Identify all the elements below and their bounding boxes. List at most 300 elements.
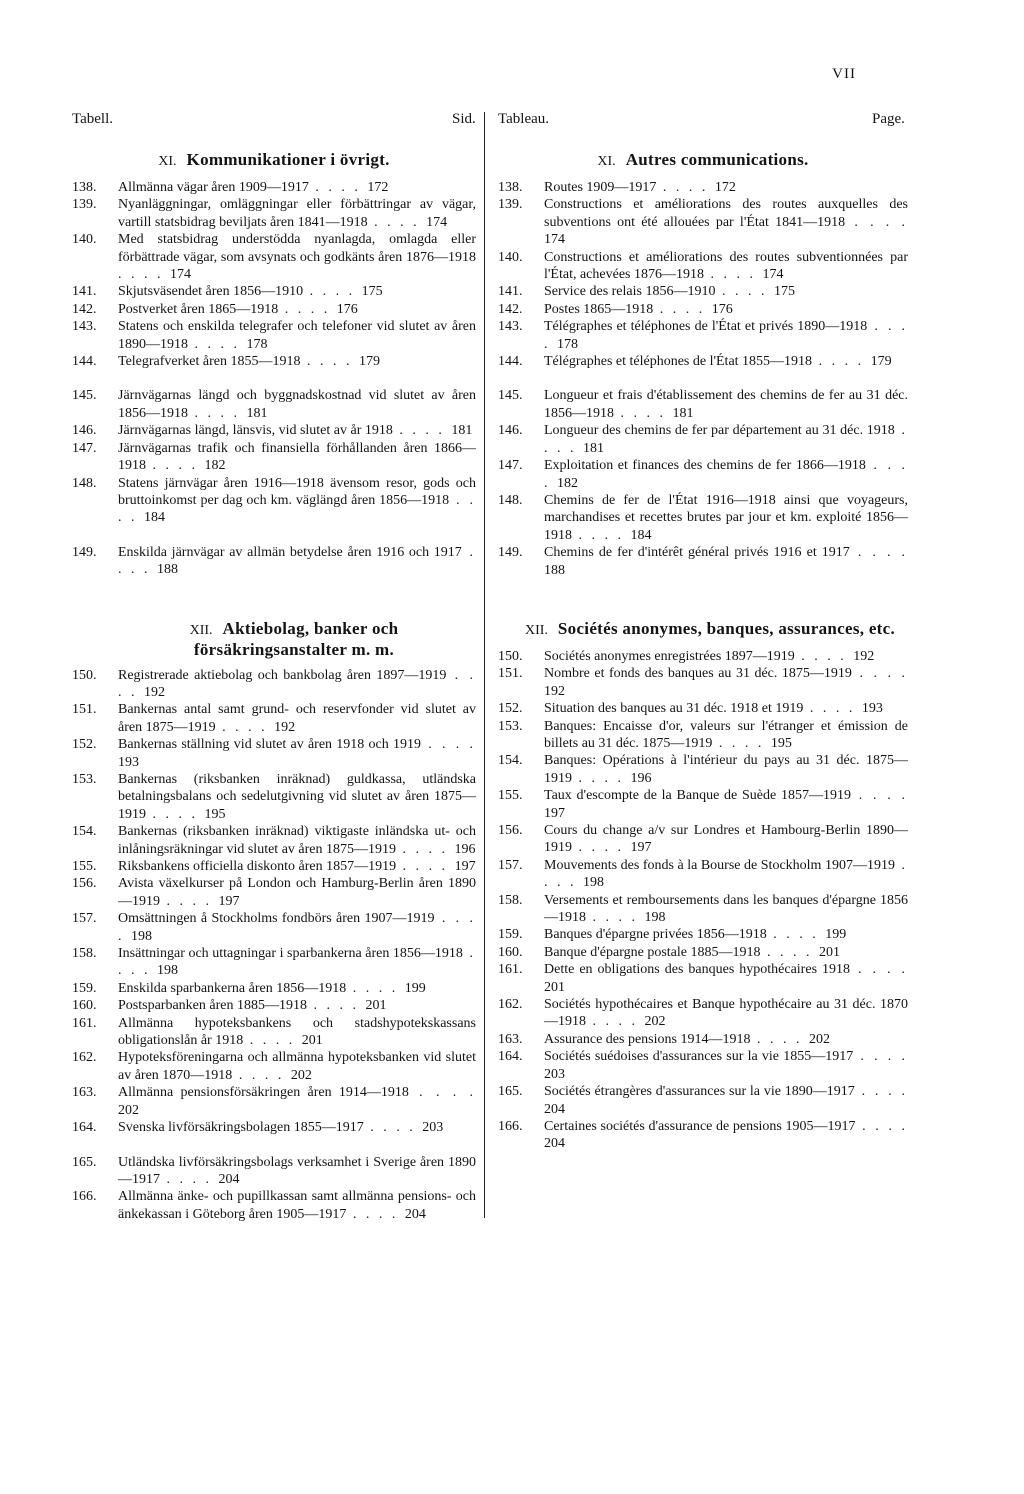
page-reference: 203 — [544, 1066, 565, 1082]
table-number: 164. — [72, 1120, 97, 1136]
table-number: 157. — [72, 911, 97, 927]
page-reference: 197 — [544, 805, 565, 821]
page-reference: 198 — [157, 963, 178, 979]
section-number: XI. — [158, 154, 177, 169]
dot-leader: . . . . — [243, 1033, 302, 1049]
entry-title: Sociétés suédoises d'assurances sur la vie 1855—1917 — [544, 1049, 854, 1065]
table-number: 139. — [498, 197, 523, 213]
page-reference: 192 — [853, 648, 875, 664]
dot-leader: . . . . — [118, 911, 476, 944]
entry-title: Bankernas (riksbanken inräknad) viktigaste inländska ut- och inlåningsräkningar vid slutet av åren 1875—1919 — [118, 824, 476, 857]
toc-entry — [72, 771, 476, 823]
toc-entry — [72, 301, 476, 318]
page-reference: 201 — [819, 944, 840, 960]
entry-title: Bankernas ställning vid slutet av åren 1918 och 1919 — [118, 737, 422, 753]
dot-leader: . . . . — [853, 1049, 908, 1065]
page-reference: 199 — [825, 927, 847, 943]
page-reference: 182 — [557, 475, 578, 491]
dot-leader: . . . . — [544, 319, 908, 352]
toc-entry — [498, 700, 908, 717]
dot-leader: . . . . — [146, 458, 205, 474]
dot-leader: . . . . — [614, 405, 673, 421]
entry-text — [118, 945, 476, 980]
dot-leader: . . . . — [118, 492, 476, 526]
page-reference: 198 — [131, 928, 152, 944]
toc-entry — [498, 926, 908, 943]
entry-text — [544, 179, 908, 196]
dot-leader: . . . . — [396, 841, 455, 857]
entry-text — [118, 179, 476, 196]
entry-text — [118, 353, 476, 370]
table-number: 141. — [72, 284, 97, 300]
dot-leader: . . . . — [392, 423, 452, 439]
table-number: 162. — [498, 997, 523, 1013]
entry-title: Versements et remboursements dans les banques d'épargne 1856—1918 — [544, 892, 908, 926]
french-column — [498, 150, 908, 1153]
page-reference: 192 — [274, 719, 296, 735]
entry-title: Sociétés anonymes enregistrées 1897—1919 — [544, 648, 795, 664]
toc-entry — [72, 1119, 476, 1136]
toc-entry — [498, 718, 908, 753]
toc-entry — [498, 1031, 908, 1048]
toc-entry — [72, 1049, 476, 1084]
entry-text — [118, 1084, 476, 1119]
table-number: 153. — [72, 771, 97, 787]
entry-text — [544, 492, 908, 544]
table-number: 142. — [72, 301, 97, 317]
table-number: 144. — [498, 354, 523, 370]
entry-title: Statens och enskilda telegrafer och telefoner vid slutet av åren 1890—1918 — [118, 319, 476, 352]
toc-entry — [72, 318, 476, 353]
entry-title: Allmänna hypoteksbankens och stadshypotekskassans obligationslån år 1918 — [118, 1015, 476, 1049]
page-reference: 176 — [711, 301, 733, 317]
toc-entry — [498, 353, 908, 370]
dot-leader: . . . . — [300, 354, 359, 370]
page-reference: 172 — [714, 180, 736, 195]
table-number: 165. — [72, 1154, 97, 1170]
entry-text — [544, 1031, 908, 1048]
entry-title: Riksbankens officiella diskonto åren 1857—1919 — [118, 859, 397, 874]
dot-leader: . . . . — [850, 962, 908, 978]
page-reference: 198 — [583, 875, 604, 891]
entry-title: Avista växelkurser på London och Hamburg-Berlin åren 1890—1919 — [118, 876, 476, 909]
table-number: 149. — [72, 544, 97, 560]
entry-title: Telegrafverket åren 1855—1918 — [118, 354, 301, 370]
page-reference: 192 — [144, 684, 165, 700]
entry-text — [118, 736, 476, 771]
entry-text — [544, 787, 908, 822]
entry-title: Registrerade aktiebolag och bankbolag åren 1897—1919 — [118, 667, 447, 683]
dot-leader: . . . . — [703, 267, 763, 283]
entry-text — [544, 1118, 908, 1153]
page-reference: 197 — [630, 840, 652, 856]
table-number: 161. — [72, 1015, 97, 1031]
table-number: 159. — [498, 927, 523, 943]
dot-leader: . . . . — [850, 788, 909, 804]
dot-leader: . . . . — [544, 857, 908, 891]
page-reference: 181 — [672, 405, 694, 421]
dot-leader: . . . . — [303, 284, 362, 300]
entry-list — [72, 667, 476, 1224]
toc-entry — [72, 544, 476, 579]
dot-leader: . . . . — [715, 284, 774, 300]
dot-leader: . . . . — [215, 719, 275, 735]
toc-entry — [498, 822, 908, 857]
entry-title: Longueur et frais d'établissement des chemins de fer au 31 déc. 1856—1918 — [544, 388, 908, 421]
table-number: 152. — [72, 737, 97, 753]
page-reference: 181 — [583, 440, 604, 456]
table-number: 159. — [72, 980, 97, 996]
table-number: 142. — [498, 301, 523, 317]
entry-text — [118, 910, 476, 945]
entry-title: Järnvägarnas längd och byggnadskostnad vid slutet av åren 1856—1918 — [118, 388, 476, 421]
swedish-column — [72, 150, 476, 1223]
table-number: 140. — [498, 249, 523, 265]
entry-text — [544, 301, 908, 318]
table-number: 144. — [72, 354, 97, 370]
entry-title: Svenska livförsäkringsbolagen 1855—1917 — [118, 1120, 364, 1136]
toc-entry — [72, 736, 476, 771]
entry-text — [118, 440, 476, 475]
entry-title: Allmänna änke- och pupillkassan samt allmänna pensions- och änkekassan i Göteborg åren 1905—1917 — [118, 1189, 476, 1222]
toc-entry — [498, 1083, 908, 1118]
table-number: 145. — [498, 388, 523, 404]
table-number: 150. — [72, 667, 97, 683]
dot-leader: . . . . — [854, 1084, 908, 1100]
dot-leader: . . . . — [367, 214, 427, 230]
dot-leader: . . . . — [421, 737, 476, 753]
page-reference: 197 — [218, 893, 240, 909]
entry-title: Routes 1909—1917 — [544, 180, 657, 195]
entry-text — [544, 665, 908, 700]
table-number: 139. — [72, 197, 97, 213]
toc-entry — [498, 996, 908, 1031]
toc-entry — [498, 318, 908, 353]
entry-text — [118, 875, 476, 910]
toc-entry — [498, 249, 908, 284]
entry-text — [544, 196, 908, 248]
dot-leader: . . . . — [118, 667, 477, 700]
entry-text — [544, 892, 908, 927]
toc-entry — [498, 1118, 908, 1153]
page-reference: 193 — [118, 754, 139, 770]
section-number: XII. — [189, 622, 213, 638]
entry-text — [118, 544, 476, 579]
dot-leader: . . . . — [766, 927, 826, 943]
entry-title: Dette en obligations des banques hypothécaires 1918 — [544, 962, 851, 978]
table-number: 147. — [498, 458, 523, 474]
toc-entry — [72, 179, 476, 196]
toc-entry — [72, 1084, 476, 1119]
dot-leader: . . . . — [396, 859, 455, 874]
dot-leader: . . . . — [572, 840, 631, 856]
page-reference: 184 — [630, 527, 652, 543]
page-reference: 204 — [544, 1136, 565, 1152]
dot-leader: . . . . — [851, 666, 908, 682]
toc-entry — [498, 665, 908, 700]
toc-entry — [72, 980, 476, 997]
column-divider — [484, 112, 485, 1218]
section-title: Aktiebolag, banker och försäkringsanstalter m. m. — [193, 618, 399, 659]
entry-text — [544, 700, 908, 717]
dot-leader: . . . . — [794, 648, 854, 664]
page-reference: 198 — [644, 910, 666, 926]
toc-entry — [72, 823, 476, 858]
page-reference: 196 — [630, 770, 652, 786]
entry-title: Med statsbidrag understödda nyanlagda, omlagda eller förbättrade vägar, som avsynats och godkänts åren 1876—1918 — [118, 232, 476, 265]
dot-leader: . . . . — [712, 735, 771, 751]
table-number: 150. — [498, 648, 523, 664]
entry-text — [544, 822, 908, 857]
toc-entry — [498, 457, 908, 492]
table-number: 151. — [72, 702, 97, 718]
entry-text — [118, 771, 476, 823]
toc-entry — [498, 961, 908, 996]
section-number: XII. — [524, 622, 548, 638]
toc-entry — [72, 1015, 476, 1050]
entry-text — [544, 857, 908, 892]
table-number: 145. — [72, 388, 97, 404]
page-reference: 174 — [762, 267, 784, 283]
table-number: 148. — [498, 492, 523, 508]
entry-text — [118, 1119, 476, 1136]
entry-text — [118, 1015, 476, 1050]
entry-text — [118, 387, 476, 422]
page-reference: 204 — [404, 1206, 426, 1222]
entry-gap — [72, 527, 476, 544]
entry-text — [544, 961, 908, 996]
table-number: 147. — [72, 440, 97, 456]
entry-text — [118, 667, 476, 702]
entry-title: Nombre et fonds des banques au 31 déc. 1875—1919 — [544, 666, 852, 682]
toc-entry — [498, 301, 908, 318]
entry-text — [544, 387, 908, 422]
page-reference: 193 — [861, 701, 883, 717]
page-reference: 172 — [367, 180, 389, 195]
entry-text — [118, 980, 476, 997]
table-number: 155. — [498, 788, 523, 804]
dot-leader: . . . . — [346, 1206, 405, 1222]
toc-entry — [498, 1048, 908, 1083]
table-number: 165. — [498, 1084, 523, 1100]
entry-text — [544, 1083, 908, 1118]
entry-title: Utländska livförsäkringsbolags verksamhet i Sverige åren 1890—1917 — [118, 1154, 476, 1187]
page-number: VII — [832, 66, 856, 82]
entry-title: Bankernas (riksbanken inräknad) guldkassa, utländska betalningsbalans och sedelutgivning vid slutet av åren 1875—1919 — [118, 771, 476, 822]
entry-title: Banques d'épargne privées 1856—1918 — [544, 927, 767, 943]
entry-title: Constructions et améliorations des routes subventionnées par l'État, achevées 1876—1918 — [544, 249, 908, 283]
page-reference: 204 — [544, 1101, 565, 1117]
dot-leader: . . . . — [346, 980, 405, 996]
page-reference: 175 — [361, 284, 383, 300]
section-heading-xi — [72, 150, 476, 171]
left-table-heading: Tabell. — [72, 111, 114, 127]
entry-text — [544, 422, 908, 457]
dot-leader: . . . . — [845, 214, 908, 230]
entry-text — [118, 1154, 476, 1189]
toc-entry — [72, 875, 476, 910]
toc-entry — [498, 892, 908, 927]
entry-text — [544, 353, 908, 370]
page-reference: 192 — [544, 683, 565, 699]
entry-title: Assurance des pensions 1914—1918 — [544, 1031, 751, 1047]
toc-entry — [498, 787, 908, 822]
toc-entry — [72, 231, 476, 283]
entry-title: Bankernas antal samt grund- och reservfonder vid slutet av åren 1875—1919 — [118, 702, 476, 735]
entry-text — [544, 544, 908, 579]
section-heading-xii — [72, 619, 476, 659]
page-reference: 176 — [336, 301, 358, 317]
page-reference: 179 — [870, 354, 892, 370]
entry-title: Postverket åren 1865—1918 — [118, 301, 279, 317]
dot-leader: . . . . — [118, 544, 476, 578]
entry-title: Taux d'escompte de la Banque de Suède 1857—1919 — [544, 788, 851, 804]
entry-title: Mouvements des fonds à la Bourse de Stockholm 1907—1919 — [544, 857, 895, 873]
toc-entry — [498, 492, 908, 544]
entry-title: Situation des banques au 31 déc. 1918 et 1919 — [544, 701, 804, 717]
dot-leader: . . . . — [812, 354, 871, 370]
dot-leader: . . . . — [308, 180, 368, 195]
entry-title: Télégraphes et téléphones de l'État 1855—1918 — [544, 354, 813, 370]
entry-title: Banque d'épargne postale 1885—1918 — [544, 944, 761, 960]
table-number: 158. — [498, 892, 523, 908]
page-reference: 204 — [218, 1171, 240, 1187]
entry-title: Allmänna vägar åren 1909—1917 — [118, 180, 309, 195]
dot-leader: . . . . — [160, 893, 219, 909]
page-reference: 188 — [157, 562, 178, 578]
table-number: 156. — [72, 876, 97, 892]
entry-text — [118, 422, 476, 439]
table-number: 155. — [72, 859, 97, 874]
table-number: 166. — [72, 1189, 97, 1205]
page-reference: 178 — [246, 336, 268, 352]
dot-leader: . . . . — [760, 944, 819, 960]
toc-entry — [72, 667, 476, 702]
page-reference: 174 — [426, 214, 448, 230]
toc-entry — [498, 648, 908, 665]
table-number: 151. — [498, 666, 523, 682]
table-number: 152. — [498, 701, 523, 717]
toc-entry — [72, 440, 476, 475]
dot-leader: . . . . — [586, 910, 645, 926]
table-number: 138. — [498, 180, 523, 195]
entry-text — [118, 283, 476, 300]
entry-text — [118, 301, 476, 318]
table-number: 166. — [498, 1118, 523, 1134]
table-number: 140. — [72, 232, 97, 248]
section-title: Kommunikationer i övrigt. — [186, 150, 390, 169]
dot-leader: . . . . — [232, 1067, 291, 1083]
toc-entry — [72, 910, 476, 945]
toc-entry — [498, 179, 908, 196]
toc-entry — [72, 353, 476, 370]
page-reference: 201 — [301, 1033, 323, 1049]
toc-entry — [498, 387, 908, 422]
entry-text — [118, 318, 476, 353]
entry-text — [544, 318, 908, 353]
toc-entry — [498, 752, 908, 787]
entry-title: Allmänna pensionsförsäkringen åren 1914—1918 — [118, 1085, 409, 1101]
dot-leader: . . . . — [408, 1085, 476, 1101]
entry-text — [544, 457, 908, 492]
entry-text — [118, 1188, 476, 1223]
table-number: 148. — [72, 475, 97, 491]
dot-leader: . . . . — [572, 770, 631, 786]
toc-entry — [72, 858, 476, 875]
page-reference: 202 — [808, 1031, 830, 1047]
page-reference: 196 — [454, 841, 476, 857]
section-heading-xi — [498, 150, 908, 171]
entry-list — [72, 179, 476, 579]
toc-entry — [498, 196, 908, 248]
entry-text — [544, 996, 908, 1031]
dot-leader: . . . . — [146, 806, 205, 822]
entry-title: Sociétés étrangères d'assurances sur la vie 1890—1917 — [544, 1084, 855, 1100]
toc-entry — [72, 701, 476, 736]
entry-title: Hypoteksföreningarna och allmänna hypoteksbanken vid slutet av åren 1870—1918 — [118, 1050, 476, 1083]
entry-title: Chemins de fer de l'État 1916—1918 ainsi que voyageurs, marchandises et recettes brutes par jour et km. exploité 1856—1918 — [544, 492, 908, 543]
entry-text — [118, 475, 476, 527]
entry-title: Chemins de fer d'intérêt général privés 1916 et 1917 — [544, 545, 850, 561]
toc-entry — [72, 387, 476, 422]
table-number: 143. — [72, 319, 97, 335]
page-reference: 182 — [204, 458, 226, 474]
entry-title: Cours du change a/v sur Londres et Hambourg-Berlin 1890—1919 — [544, 823, 908, 856]
left-page-heading: Sid. — [452, 111, 476, 127]
entry-text — [118, 997, 476, 1014]
right-page-heading: Page. — [872, 111, 905, 127]
page-reference: 181 — [246, 405, 268, 421]
entry-text — [544, 926, 908, 943]
table-number: 153. — [498, 718, 523, 734]
entry-text — [118, 196, 476, 231]
entry-title: Insättningar och uttagningar i sparbankerna åren 1856—1918 — [118, 946, 463, 962]
dot-leader: . . . . — [160, 1171, 219, 1187]
entry-list — [498, 179, 908, 579]
toc-entry — [72, 997, 476, 1014]
entry-list — [498, 648, 908, 1153]
table-number: 156. — [498, 823, 523, 838]
entry-title: Postes 1865—1918 — [544, 301, 654, 317]
entry-text — [118, 1049, 476, 1084]
entry-gap — [72, 1137, 476, 1154]
table-number: 157. — [498, 857, 523, 873]
dot-leader: . . . . — [544, 458, 908, 491]
entry-title: Postsparbanken åren 1885—1918 — [118, 998, 307, 1014]
toc-entry — [72, 1154, 476, 1189]
dot-leader: . . . . — [656, 180, 715, 195]
entry-title: Sociétés hypothécaires et Banque hypothécaire au 31 déc. 1870—1918 — [544, 997, 908, 1030]
entry-text — [544, 648, 908, 665]
entry-title: Télégraphes et téléphones de l'État et privés 1890—1918 — [544, 319, 868, 335]
section-title: Sociétés anonymes, banques, assurances, etc. — [557, 618, 896, 638]
entry-text — [544, 1048, 908, 1083]
dot-leader: . . . . — [544, 423, 909, 456]
page-reference: 178 — [557, 336, 578, 352]
entry-title: Enskilda järnvägar av allmän betydelse åren 1916 och 1917 — [118, 544, 462, 560]
entry-text — [118, 701, 476, 736]
entry-title: Enskilda sparbankerna åren 1856—1918 — [118, 980, 347, 996]
entry-text — [544, 249, 908, 284]
table-number: 138. — [72, 180, 97, 195]
entry-text — [544, 752, 908, 787]
table-number: 163. — [498, 1031, 523, 1047]
page-reference: 195 — [770, 735, 792, 751]
dot-leader: . . . . — [803, 701, 862, 717]
table-number: 160. — [72, 998, 97, 1014]
toc-entry — [72, 196, 476, 231]
page-reference: 203 — [422, 1120, 444, 1136]
